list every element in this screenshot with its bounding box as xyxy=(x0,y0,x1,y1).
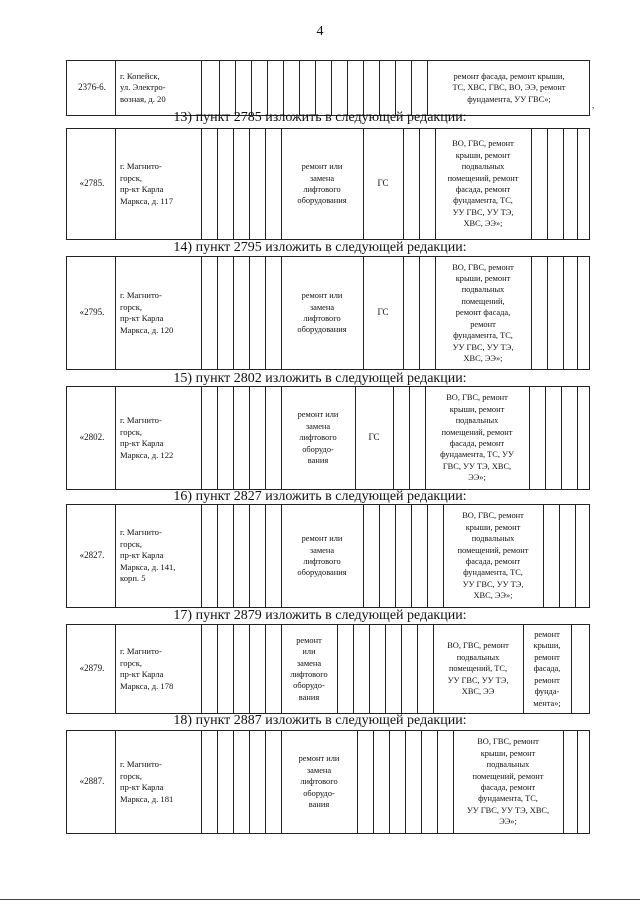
column-divider xyxy=(251,61,252,115)
column-divider xyxy=(265,129,266,239)
column-divider xyxy=(201,61,202,115)
page-bottom-edge xyxy=(0,899,640,900)
column-divider xyxy=(217,625,218,713)
row-address: г. Копейск, ул. Электро- возная, д. 20 xyxy=(120,70,166,104)
column-divider xyxy=(249,129,250,239)
table-row-2802 xyxy=(66,386,590,490)
row-code: ГС xyxy=(377,178,389,189)
column-divider xyxy=(233,257,234,369)
row-code: ГС xyxy=(368,432,380,443)
row-works: ВО, ГВС, ремонт крыши, ремонт подвальных помещений, ремонт фасада, ремонт фундамента, ТС, УУ ГВС, УУ ТЭ, ХВС, ЭЭ»; xyxy=(452,262,514,363)
column-divider xyxy=(249,387,250,489)
row-works: ВО, ГВС, ремонт крыши, ремонт подвальных помещений, ремонт фасада, ремонт фундамента, ТС, УУ ГВС, УУ ТЭ, ХВС, ЭЭ»; xyxy=(440,393,514,483)
amendment-heading-2802: 15) пункт 2802 изложить в следующей редакции: xyxy=(173,371,467,386)
column-divider xyxy=(217,731,218,833)
amendment-heading-2795: 14) пункт 2795 изложить в следующей редакции: xyxy=(173,240,467,255)
row-address: г. Магнито- горск, пр-кт Карла Маркса, д. 120 xyxy=(120,290,174,335)
column-divider xyxy=(353,625,354,713)
row-elevator-work: ремонт или замена лифтового оборудо- вания xyxy=(290,635,328,702)
column-divider xyxy=(577,257,578,369)
row-elevator-work: ремонт или замена лифтового оборудования xyxy=(297,162,347,206)
row-number: «2795. xyxy=(79,307,105,318)
column-divider xyxy=(395,61,396,115)
row-elevator-work: ремонт или замена лифтового оборудования xyxy=(297,291,347,335)
row-works: ВО, ГВС, ремонт крыши, ремонт подвальных помещений, ремонт фасада, ремонт фундамента, ТС, УУ ГВС, УУ ТЭ, ХВС, ЭЭ»; xyxy=(457,511,529,601)
column-divider xyxy=(545,387,546,489)
column-divider xyxy=(233,505,234,607)
column-divider xyxy=(547,257,548,369)
column-divider xyxy=(421,731,422,833)
row-address: г. Магнито- горск, пр-кт Карла Маркса, д. 122 xyxy=(120,415,174,460)
row-number: 2376-6. xyxy=(78,82,106,93)
row-elevator-work: ремонт или замена лифтового оборудо- вания xyxy=(297,410,339,466)
column-divider xyxy=(357,731,358,833)
table-row-2795 xyxy=(66,256,590,370)
column-divider xyxy=(577,129,578,239)
column-divider xyxy=(575,505,576,607)
row-address: г. Магнито- горск, пр-кт Карла Маркса, д. 178 xyxy=(120,646,174,691)
row-works: ВО, ГВС, ремонт крыши, ремонт подвальных помещений, ремонт фасада, ремонт фундамента, ТС, УУ ГВС, УУ ТЭ, ХВС, ЭЭ»; xyxy=(466,737,550,827)
column-divider xyxy=(559,505,560,607)
tick-mark: , xyxy=(592,100,595,110)
column-divider xyxy=(379,61,380,115)
column-divider xyxy=(201,129,202,239)
column-divider xyxy=(347,61,348,115)
amendment-heading-2887: 18) пункт 2887 изложить в следующей редакции: xyxy=(173,713,467,728)
row-elevator-work: ремонт или замена лифтового оборудования xyxy=(297,534,347,578)
row-works: ремонт фасада, ремонт крыши, ТС, ХВС, ГВС, ВО, ЭЭ, ремонт фундамента, УУ ГВС»; xyxy=(452,71,566,104)
column-divider xyxy=(419,257,420,369)
row-code: ГС xyxy=(377,307,389,318)
amendment-heading-2827: 16) пункт 2827 изложить в следующей редакции: xyxy=(173,489,467,504)
column-divider xyxy=(233,625,234,713)
column-divider xyxy=(201,625,202,713)
column-divider xyxy=(217,387,218,489)
column-divider xyxy=(437,731,438,833)
column-divider xyxy=(393,387,394,489)
column-divider xyxy=(233,387,234,489)
row-number: «2879. xyxy=(79,663,105,674)
column-divider xyxy=(403,257,404,369)
column-divider xyxy=(385,625,386,713)
column-divider xyxy=(427,505,428,607)
column-divider xyxy=(267,61,268,115)
column-divider xyxy=(249,731,250,833)
row-works: ВО, ГВС, ремонт подвальных помещений, ТС, УУ ГВС, УУ ТЭ, ХВС, ЭЭ xyxy=(447,641,509,697)
column-divider xyxy=(217,257,218,369)
column-divider xyxy=(265,257,266,369)
column-divider xyxy=(417,625,418,713)
column-divider xyxy=(265,387,266,489)
column-divider xyxy=(217,505,218,607)
column-divider xyxy=(201,505,202,607)
column-divider xyxy=(233,129,234,239)
column-divider xyxy=(201,387,202,489)
table-row-2785 xyxy=(66,128,590,240)
row-elevator-work: ремонт или замена лифтового оборудо- вания xyxy=(298,754,340,810)
column-divider xyxy=(563,129,564,239)
column-divider xyxy=(411,505,412,607)
column-divider xyxy=(283,61,284,115)
column-divider xyxy=(217,129,218,239)
row-number: «2785. xyxy=(79,178,105,189)
row-number: «2802. xyxy=(79,432,105,443)
row-number: «2827. xyxy=(79,550,105,561)
column-divider xyxy=(265,625,266,713)
column-divider xyxy=(405,731,406,833)
page-number: 4 xyxy=(316,24,324,39)
column-divider xyxy=(363,505,364,607)
column-divider xyxy=(265,505,266,607)
table-row-2376-6 xyxy=(66,60,590,116)
column-divider xyxy=(547,129,548,239)
column-divider xyxy=(201,731,202,833)
column-divider xyxy=(299,61,300,115)
column-divider xyxy=(315,61,316,115)
column-divider xyxy=(531,129,532,239)
column-divider xyxy=(571,625,572,713)
column-divider xyxy=(531,257,532,369)
column-divider xyxy=(561,387,562,489)
table-row-2827 xyxy=(66,504,590,608)
column-divider xyxy=(249,625,250,713)
row-works: ВО, ГВС, ремонт крыши, ремонт подвальных помещений, ремонт фасада, ремонт фундамента, ТС, УУ ГВС, УУ ТЭ, ХВС, ЭЭ»; xyxy=(447,139,519,229)
table-row-2879 xyxy=(66,624,590,714)
column-divider xyxy=(403,129,404,239)
column-divider xyxy=(419,129,420,239)
row-address: г. Магнито- горск, пр-кт Карла Маркса, д. 181 xyxy=(120,759,174,804)
column-divider xyxy=(369,625,370,713)
table-row-2887 xyxy=(66,730,590,834)
column-divider xyxy=(373,731,374,833)
row-works-extra: ремонт крыши, ремонт фасада, ремонт фунда- мента»; xyxy=(533,630,561,708)
column-divider xyxy=(389,731,390,833)
column-divider xyxy=(379,505,380,607)
column-divider xyxy=(563,257,564,369)
column-divider xyxy=(411,61,412,115)
amendment-heading-2879: 17) пункт 2879 изложить в следующей редакции: xyxy=(173,608,467,623)
column-divider xyxy=(543,505,544,607)
row-number: «2887. xyxy=(79,776,105,787)
column-divider xyxy=(249,505,250,607)
column-divider xyxy=(563,731,564,833)
row-address: г. Магнито- горск, пр-кт Карла Маркса, д. 141, корп. 5 xyxy=(120,527,176,584)
column-divider xyxy=(219,61,220,115)
amendment-heading-2785: 13) пункт 2785 изложить в следующей редакции: xyxy=(173,110,467,125)
column-divider xyxy=(265,731,266,833)
column-divider xyxy=(201,257,202,369)
column-divider xyxy=(331,61,332,115)
column-divider xyxy=(235,61,236,115)
column-divider xyxy=(337,625,338,713)
column-divider xyxy=(233,731,234,833)
column-divider xyxy=(395,505,396,607)
column-divider xyxy=(401,625,402,713)
column-divider xyxy=(577,731,578,833)
column-divider xyxy=(249,257,250,369)
column-divider xyxy=(577,387,578,489)
column-divider xyxy=(529,387,530,489)
row-address: г. Магнито- горск, пр-кт Карла Маркса, д. 117 xyxy=(120,161,173,206)
column-divider xyxy=(409,387,410,489)
column-divider xyxy=(363,61,364,115)
